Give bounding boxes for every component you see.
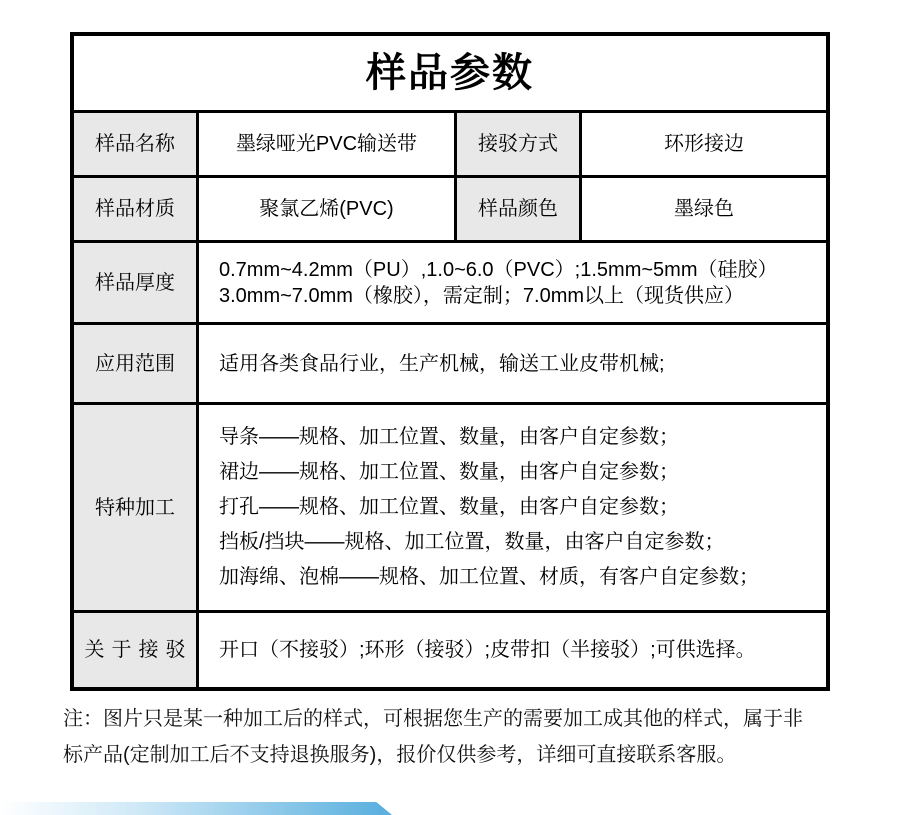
value-sample-name: 墨绿哑光PVC输送带 bbox=[199, 113, 454, 175]
special-line-1: 导条——规格、加工位置、数量，由客户自定参数； bbox=[219, 426, 679, 448]
footer-note bbox=[63, 701, 853, 773]
value-about-joining bbox=[199, 613, 826, 687]
value-special-processing bbox=[199, 405, 826, 610]
label-special-processing: 特种加工 bbox=[74, 405, 196, 610]
footer-note-line-1: 注：图片只是某一种加工后的样式，可根据您生产的需要加工成其他的样式，属于非 bbox=[63, 708, 803, 730]
label-about-joining: 关于接驳 bbox=[74, 613, 196, 687]
label-sample-color: 样品颜色 bbox=[457, 178, 579, 240]
spec-table bbox=[70, 32, 830, 691]
value-joint-method: 环形接边 bbox=[582, 113, 826, 175]
label-application-scope: 应用范围 bbox=[74, 325, 196, 402]
label-sample-thickness: 样品厚度 bbox=[74, 243, 196, 322]
special-line-4: 挡板/挡块——规格、加工位置，数量，由客户自定参数； bbox=[219, 531, 725, 553]
value-sample-material: 聚氯乙烯(PVC) bbox=[199, 178, 454, 240]
joining-line: 开口（不接驳）;环形（接驳）;皮带扣（半接驳）;可供选择。 bbox=[219, 639, 756, 661]
special-line-5: 加海绵、泡棉——规格、加工位置、材质，有客户自定参数； bbox=[219, 566, 759, 588]
value-application-scope bbox=[199, 325, 826, 402]
special-line-3: 打孔——规格、加工位置、数量，由客户自定参数； bbox=[219, 496, 679, 518]
thickness-line-1: 0.7mm~4.2mm（PU）,1.0~6.0（PVC）;1.5mm~5mm（硅胶） bbox=[219, 258, 778, 281]
decorative-gradient-bar bbox=[0, 802, 392, 815]
label-sample-name: 样品名称 bbox=[74, 113, 196, 175]
application-line: 适用各类食品行业，生产机械，输送工业皮带机械; bbox=[219, 352, 665, 375]
special-line-2: 裙边——规格、加工位置、数量，由客户自定参数； bbox=[219, 461, 679, 483]
table-title: 样品参数 bbox=[74, 36, 826, 110]
footer-note-line-2: 标产品(定制加工后不支持退换服务)，报价仅供参考，详细可直接联系客服。 bbox=[63, 744, 737, 766]
value-sample-color: 墨绿色 bbox=[582, 178, 826, 240]
value-sample-thickness bbox=[199, 243, 826, 322]
label-joint-method: 接驳方式 bbox=[457, 113, 579, 175]
thickness-line-2: 3.0mm~7.0mm（橡胶），需定制；7.0mm以上（现货供应） bbox=[219, 284, 745, 307]
label-sample-material: 样品材质 bbox=[74, 178, 196, 240]
